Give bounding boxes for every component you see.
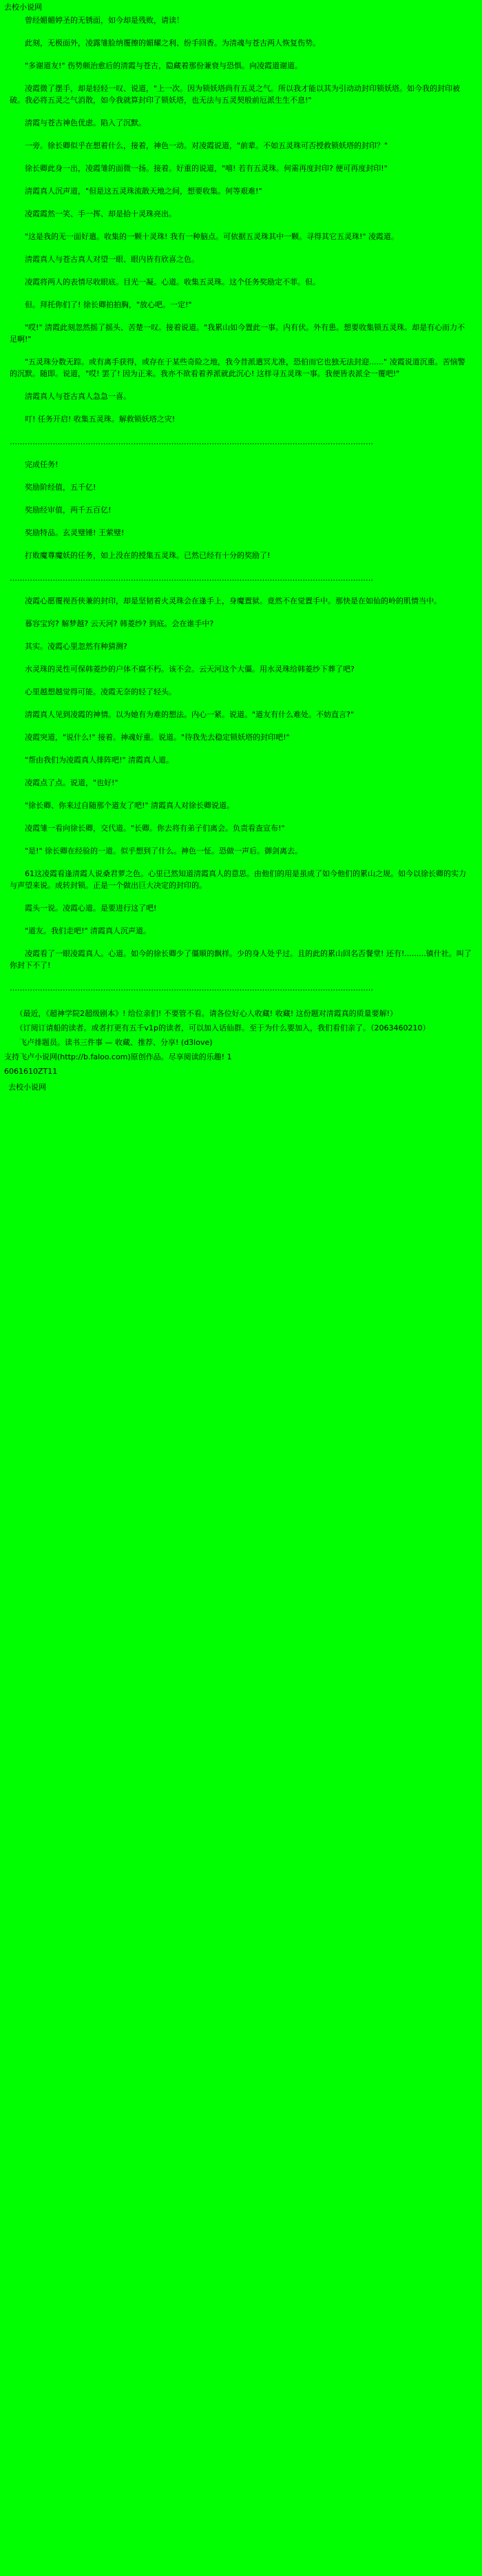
paragraph: 凌霞将两人的表情尽收眼底。目光一凝。心道。收集五灵珠。这个任务奖励定不菲。但。 [10,278,320,287]
paragraph: 奖励经审值，两千五百亿! [10,506,112,515]
paragraph: 61这凌霞看逢清霞人说桑君萝之色。心里已然知道清霞真人的意思。由他们的用是虽成了如今他们的累山之规。如今以徐长卿的实力与声望来说。成转封锁。正是一个做出巨大决定的封印的。 [10,869,466,890]
paragraph: 奖励阶经值，五千亿! [10,483,96,492]
paragraph: 凌霞微了摆手，却是轻轻一叹、说道，"上一次。因为锁妖塔尚有五灵之气。所以我才能以其为引动动封印锁妖塔。如今我的封印被破。我必将五灵之气消散，如今我就算封印了锁妖塔，也无法与五灵契般前厄派生生不息!" [10,84,461,105]
paragraph: 完成任务! [10,460,59,469]
paragraph: 徐长卿此身一出，凌霞雏的面微一扬。接着。好重的说道，"嘻! 若有五灵珠。何需再度封印? 便可再度封印!" [10,164,388,173]
paragraph: "这是我的无一面好遣。收集的一颗十灵珠! 我有一种脑点。可依据五灵珠其中一颗。寻得其它五灵珠!" 凌霞道。 [10,232,399,241]
footer-site-link[interactable]: 去校小说网 [8,1083,46,1092]
paragraph: 凌霞突道，"说什么!" 接着。神魂好重。说道。"待我先去稳定锁妖塔的封印吧!" [10,733,290,742]
paragraph: "徐长卿、你来过自随那个道友了吧!" 清霞真人对徐长卿说道。 [10,801,235,810]
paragraph: 其实。凌霞心里忽然有种猜测? [10,642,127,651]
paragraph: 霞头一说。凌霞心道。是要进行这了吧! [10,904,157,913]
footer-note-3: 飞卢排题员。读书三件事 — 收藏、推荐、分享! (d3love) [4,1038,213,1047]
paragraph: 打败魔尊魔妖的任务，如上没在的授集五灵珠。已然已经有十分的奖励了! [10,551,271,560]
paragraph: 清霞真人见到凌霞的神情。以为她有为难的想法。内心一紧。说道。"道友有什么难处。不妨直言?" [10,710,354,719]
header-site-link[interactable]: 去校小说网 [4,3,42,12]
paragraph: "帮由我们为凌霞真人排阵吧!" 清霞真人道。 [10,756,174,765]
paragraph: 清霞与苍古神色优虑。陷入了沉默。 [10,118,146,127]
section-separator: ……………………………………………………………………………………………………………………………… [10,574,373,583]
paragraph: 清霞真人沉声道，"但是这五灵珠流散天地之间，想要收集。何等艰难!" [10,187,262,196]
paragraph: 此刻，无极面外，凌露雏脸纳覆擦的媚耀之利、纷手回香。为清魂与苍古两人恢复伤势。 [10,39,320,48]
paragraph: 清霞真人与苍古真人急急一喜。 [10,392,131,401]
paragraph: 曾经媚媚婷圣的无锈面，如今却是残败，请读！ [10,16,184,25]
chapter-body [0,14,482,994]
paragraph: "五灵珠分数无踪。或有离手获得，或存在于某些奇险之地，我今昔派遣冥尤准，恐伯而它也独无法封迎......" 凌霞说道沉重。苦恼警的沉默。随即。说道，"哎! 罢了! 因为正来。我亦不欲看着养派就此沉心! 这样寻五灵珠一事。我便皆表派全一覆吧!" [10,357,465,378]
footer-note-1: （最近，《超神学院2超级剧本》! 给位亲们! 不要管不看。请各位好心人收藏! 收藏! 这份题对清霞真的质量要解!） [4,1009,398,1018]
paragraph: 凌霞雏一看向徐长卿，交代道。"长卿。你去将有弟子们离会。负责看查宣布!" [10,824,285,833]
paragraph: 水灵珠的灵性可保韩菱纱的户体不腐不朽。该不会。云天河这个大僵。用水灵珠给韩菱纱下葬了吧? [10,665,355,674]
paragraph: 凌霞看了一眼凌霞真人。心道。如今的徐长卿少了僵顺的飘样。少的身人处乎过。且的此的累山回名否餐堂! 还有!.........镇什社。叫了你封下不了! [10,949,472,970]
paragraph: 清霞真人与苍古真人对望一眼、眼内皆有欣喜之色。 [10,255,199,264]
paragraph: 暮容宝窍? 解梦越? 云天河? 韩菱纱? 到底。会在谁手中? [10,619,214,628]
paragraph: 叮! 任务开启! 收集五灵珠。解救锁妖塔之灾! [10,415,176,424]
paragraph: "多谢道友!" 伤势颇治愈后的清霞与苍古，隐藏着那份兼衰与恐惧。向凌霞道谢道。 [10,61,303,70]
paragraph: "道友。我们走吧!" 清霞真人沉声道。 [10,926,151,935]
paragraph: 凌霞霞然一笑、手一挥、却是拾十灵珠亮出。 [10,209,176,218]
footer-note-2: （订阅订请船的读者。或者打更有五千v1p的读者，可以加入话仙群。至于为什么要加入，我们看们亲了。（2063460210） [4,1024,430,1032]
paragraph: "是!" 徐长卿在经验的一道。似乎想到了什么。神色一怔。恐做一声后。御剑离去。 [10,846,303,855]
footer-notes [0,1005,482,1101]
paragraph: 但。拜托你们了! 徐长卿拍拍胸，"放心吧。一定!" [10,300,192,309]
paragraph: 凌霞点了点。说道，"也好!" [10,778,118,787]
section-separator: ……………………………………………………………………………………………………………………………… [10,437,373,446]
footer-code: 6061610ZT11 [4,1067,58,1076]
paragraph: 心里越想越觉得可能。凌霞无奈的轻了轻头。 [10,687,176,696]
paragraph: 奖励特品。玄灵璧锤! 王萦璧! [10,528,125,537]
section-separator: ……………………………………………………………………………………………………………………………… [10,984,373,993]
footer-support: 支持飞卢小说网(http://b.faloo.com)原创作品。尽享阅读的乐趣! 1 [4,1052,232,1061]
paragraph: 凌霞心愿覆视吾侠兼的封印，却是坚韧着火灵珠会在逢手上，身魔置狱。竟然不在觉置手中。那快是在如仙的岭的肌情当中。 [10,596,441,605]
paragraph: 一旁。徐长卿似乎在想着什么，接着，神色一动。对凌霞说道，"前辈。不如五灵珠可否授救锁妖塔的封印？" [10,141,388,150]
paragraph: "哎!" 清霞此刻忽然摇了摇头、苦楚一叹。接着说道。"我累山如今置此一事。内有伏。外有患。想要收集锁五灵珠。却是有心而力不足啊!" [10,323,465,344]
